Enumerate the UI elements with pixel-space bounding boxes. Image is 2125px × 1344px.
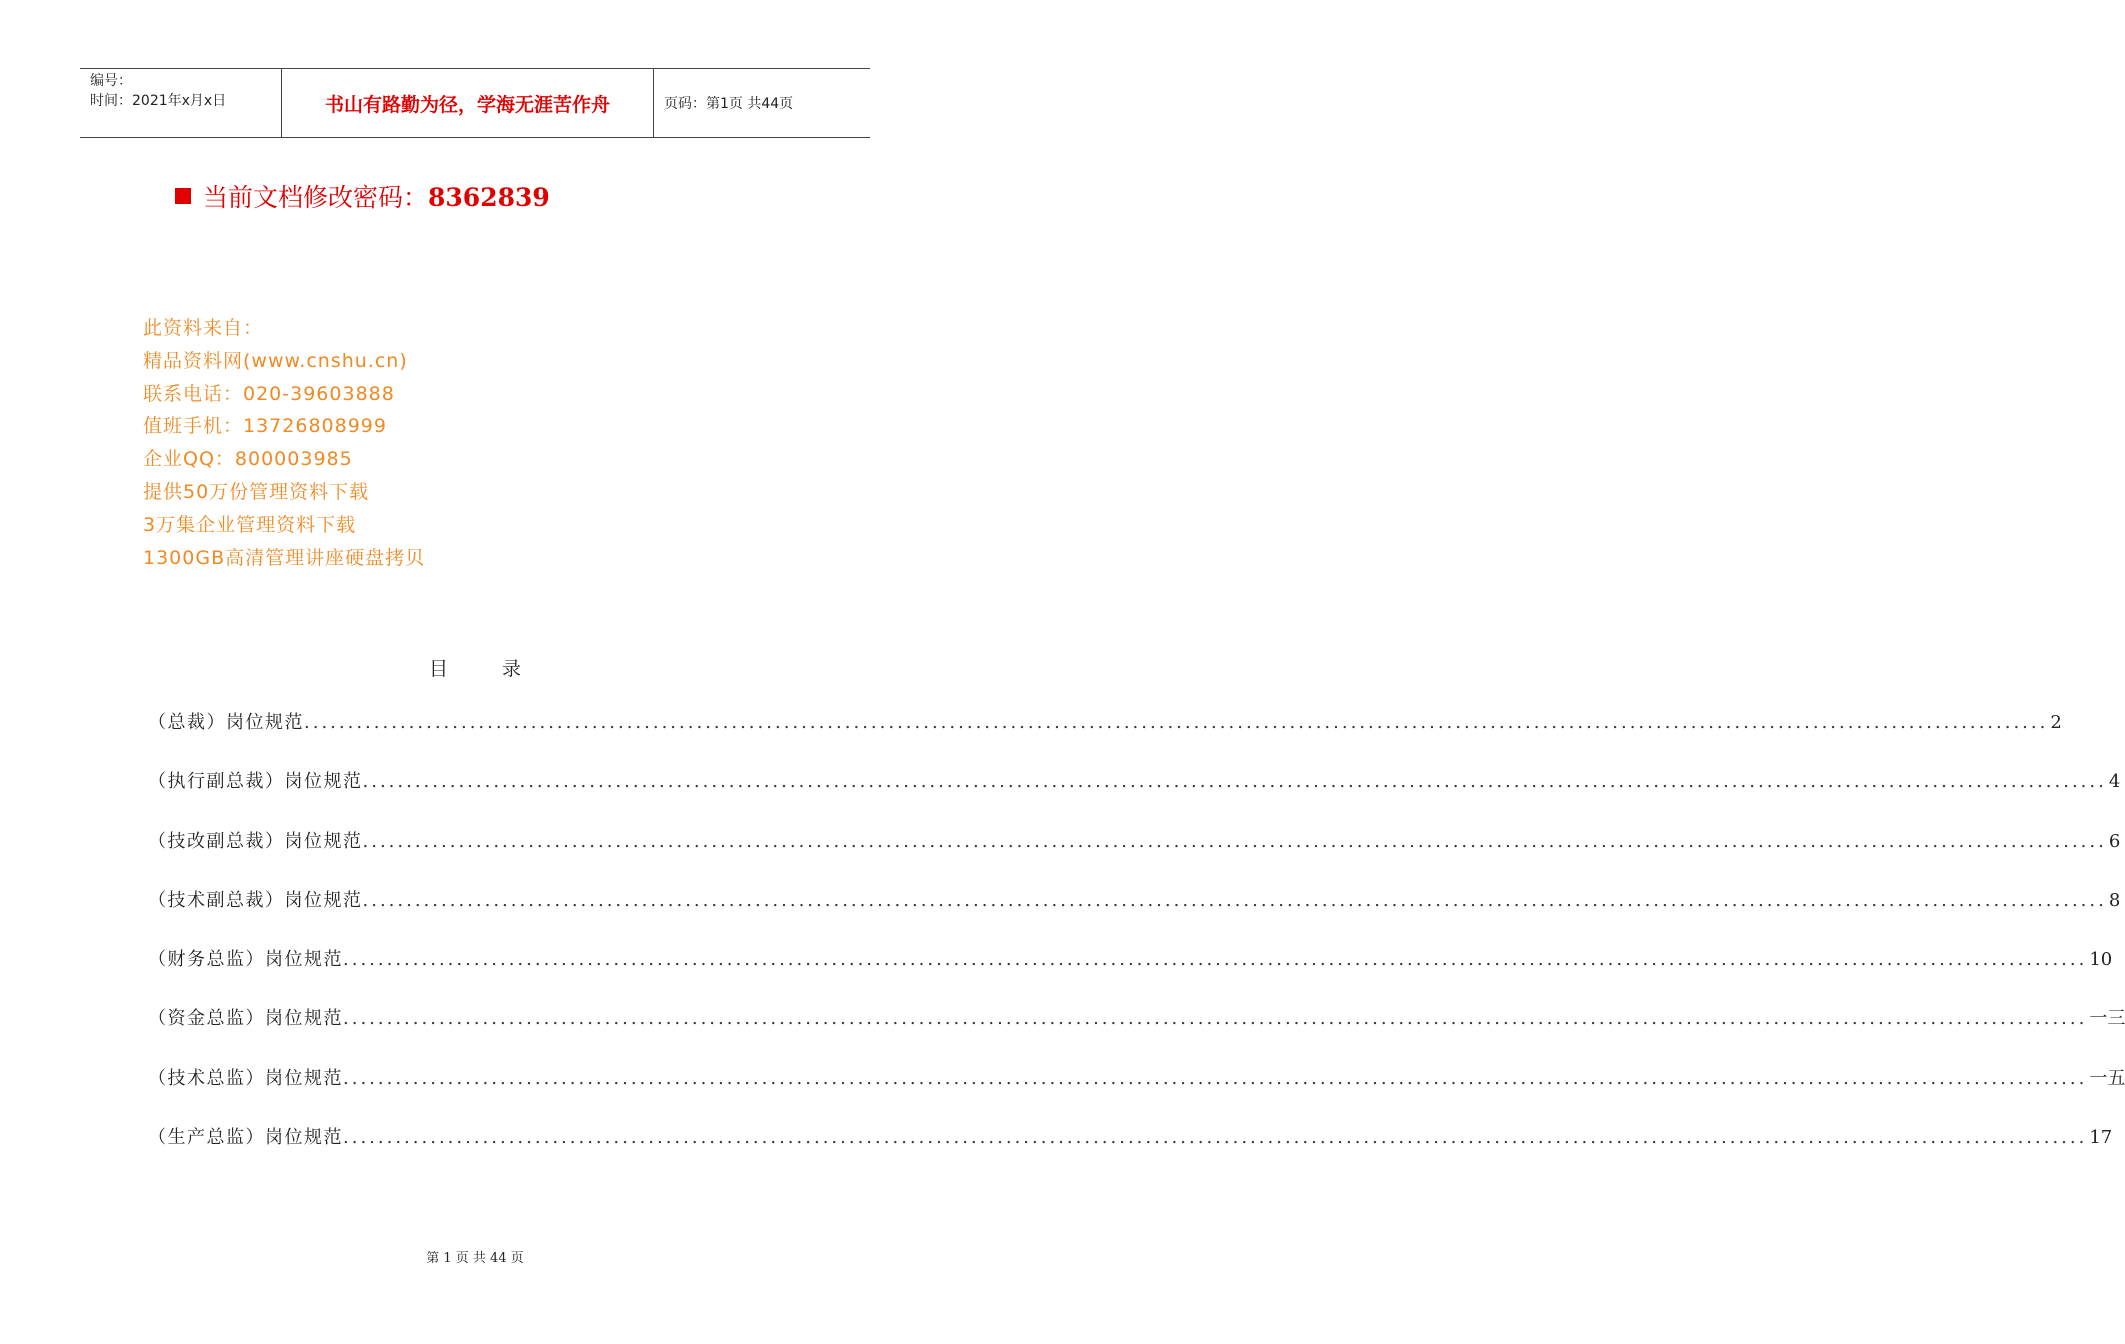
toc-entry-page: 10 bbox=[2089, 949, 2113, 971]
toc-entry[interactable] bbox=[148, 1004, 2125, 1063]
toc-entry[interactable] bbox=[148, 827, 2121, 886]
toc-entry-label: （技改副总裁）岗位规范 bbox=[148, 830, 363, 852]
toc-entry-page: 8 bbox=[2108, 889, 2121, 911]
toc-entry-page: 4 bbox=[2108, 771, 2121, 793]
toc-entry-page: 17 bbox=[2089, 1127, 2113, 1149]
header-page-info: 页码：第1页 共44页 bbox=[664, 96, 794, 112]
toc-leader-dots: ........................................................................................................................................................................................................ bbox=[343, 1127, 2088, 1149]
toc-leader-dots: ........................................................................................................................................................................................................ bbox=[343, 949, 2088, 971]
toc-leader-dots: ........................................................................................................................................................................................................ bbox=[343, 1067, 2088, 1089]
source-info-block bbox=[143, 312, 425, 574]
toc-entry[interactable] bbox=[148, 945, 2113, 1004]
toc-leader-dots: ........................................................................................................................................................................................................ bbox=[362, 889, 2107, 911]
document-header bbox=[80, 68, 870, 138]
toc-entry[interactable] bbox=[148, 1064, 2125, 1123]
toc-entry-label: （技术副总裁）岗位规范 bbox=[148, 889, 363, 911]
password-label: 当前文档修改密码： bbox=[203, 183, 429, 212]
toc-entry[interactable] bbox=[148, 886, 2121, 945]
password-notice bbox=[175, 178, 550, 214]
table-of-contents bbox=[148, 708, 2125, 1182]
info-line: 1300GB高清管理讲座硬盘拷贝 bbox=[143, 546, 426, 569]
header-time-label: 时间：2021年x月x日 bbox=[90, 93, 227, 109]
header-motto: 书山有路勤为径，学海无涯苦作舟 bbox=[282, 69, 654, 137]
info-line: 此资料来自： bbox=[143, 317, 264, 339]
page-footer: 第 1 页 共 44 页 bbox=[426, 1251, 524, 1266]
toc-entry-label: （资金总监）岗位规范 bbox=[148, 1008, 343, 1030]
info-line: 精品资料网(www.cnshu.cn) bbox=[143, 349, 408, 372]
toc-entry-page: 一五 bbox=[2089, 1067, 2125, 1089]
info-line: 3万集企业管理资料下载 bbox=[143, 513, 357, 536]
toc-leader-dots: ........................................................................................................................................................................................................ bbox=[362, 830, 2107, 852]
header-meta-cell bbox=[80, 69, 282, 137]
password-code: 8362839 bbox=[428, 183, 550, 212]
toc-entry-label: （执行副总裁）岗位规范 bbox=[148, 771, 363, 793]
toc-entry-label: （总裁）岗位规范 bbox=[148, 712, 304, 733]
toc-entry[interactable] bbox=[148, 1123, 2113, 1182]
toc-entry-page: 一三 bbox=[2089, 1008, 2125, 1030]
toc-entry-page: 6 bbox=[2108, 830, 2121, 852]
toc-entry-label: （技术总监）岗位规范 bbox=[148, 1067, 343, 1089]
info-line: 值班手机：13726808999 bbox=[143, 415, 387, 438]
toc-entry-page: 2 bbox=[2050, 712, 2062, 733]
info-line: 企业QQ：800003985 bbox=[143, 448, 353, 471]
toc-entry-label: （财务总监）岗位规范 bbox=[148, 949, 343, 971]
toc-title: 目 录 bbox=[428, 658, 546, 680]
info-line: 提供50万份管理资料下载 bbox=[143, 480, 370, 503]
toc-entry[interactable] bbox=[148, 708, 2062, 767]
header-number-label: 编号： bbox=[90, 73, 132, 89]
toc-leader-dots: ........................................................................................................................................................................................................ bbox=[304, 712, 2049, 733]
square-bullet-icon bbox=[175, 188, 191, 204]
toc-leader-dots: ........................................................................................................................................................................................................ bbox=[343, 1008, 2088, 1030]
info-line: 联系电话：020-39603888 bbox=[143, 382, 395, 405]
toc-leader-dots: ........................................................................................................................................................................................................ bbox=[362, 771, 2107, 793]
toc-entry[interactable] bbox=[148, 767, 2121, 826]
toc-entry-label: （生产总监）岗位规范 bbox=[148, 1127, 343, 1149]
